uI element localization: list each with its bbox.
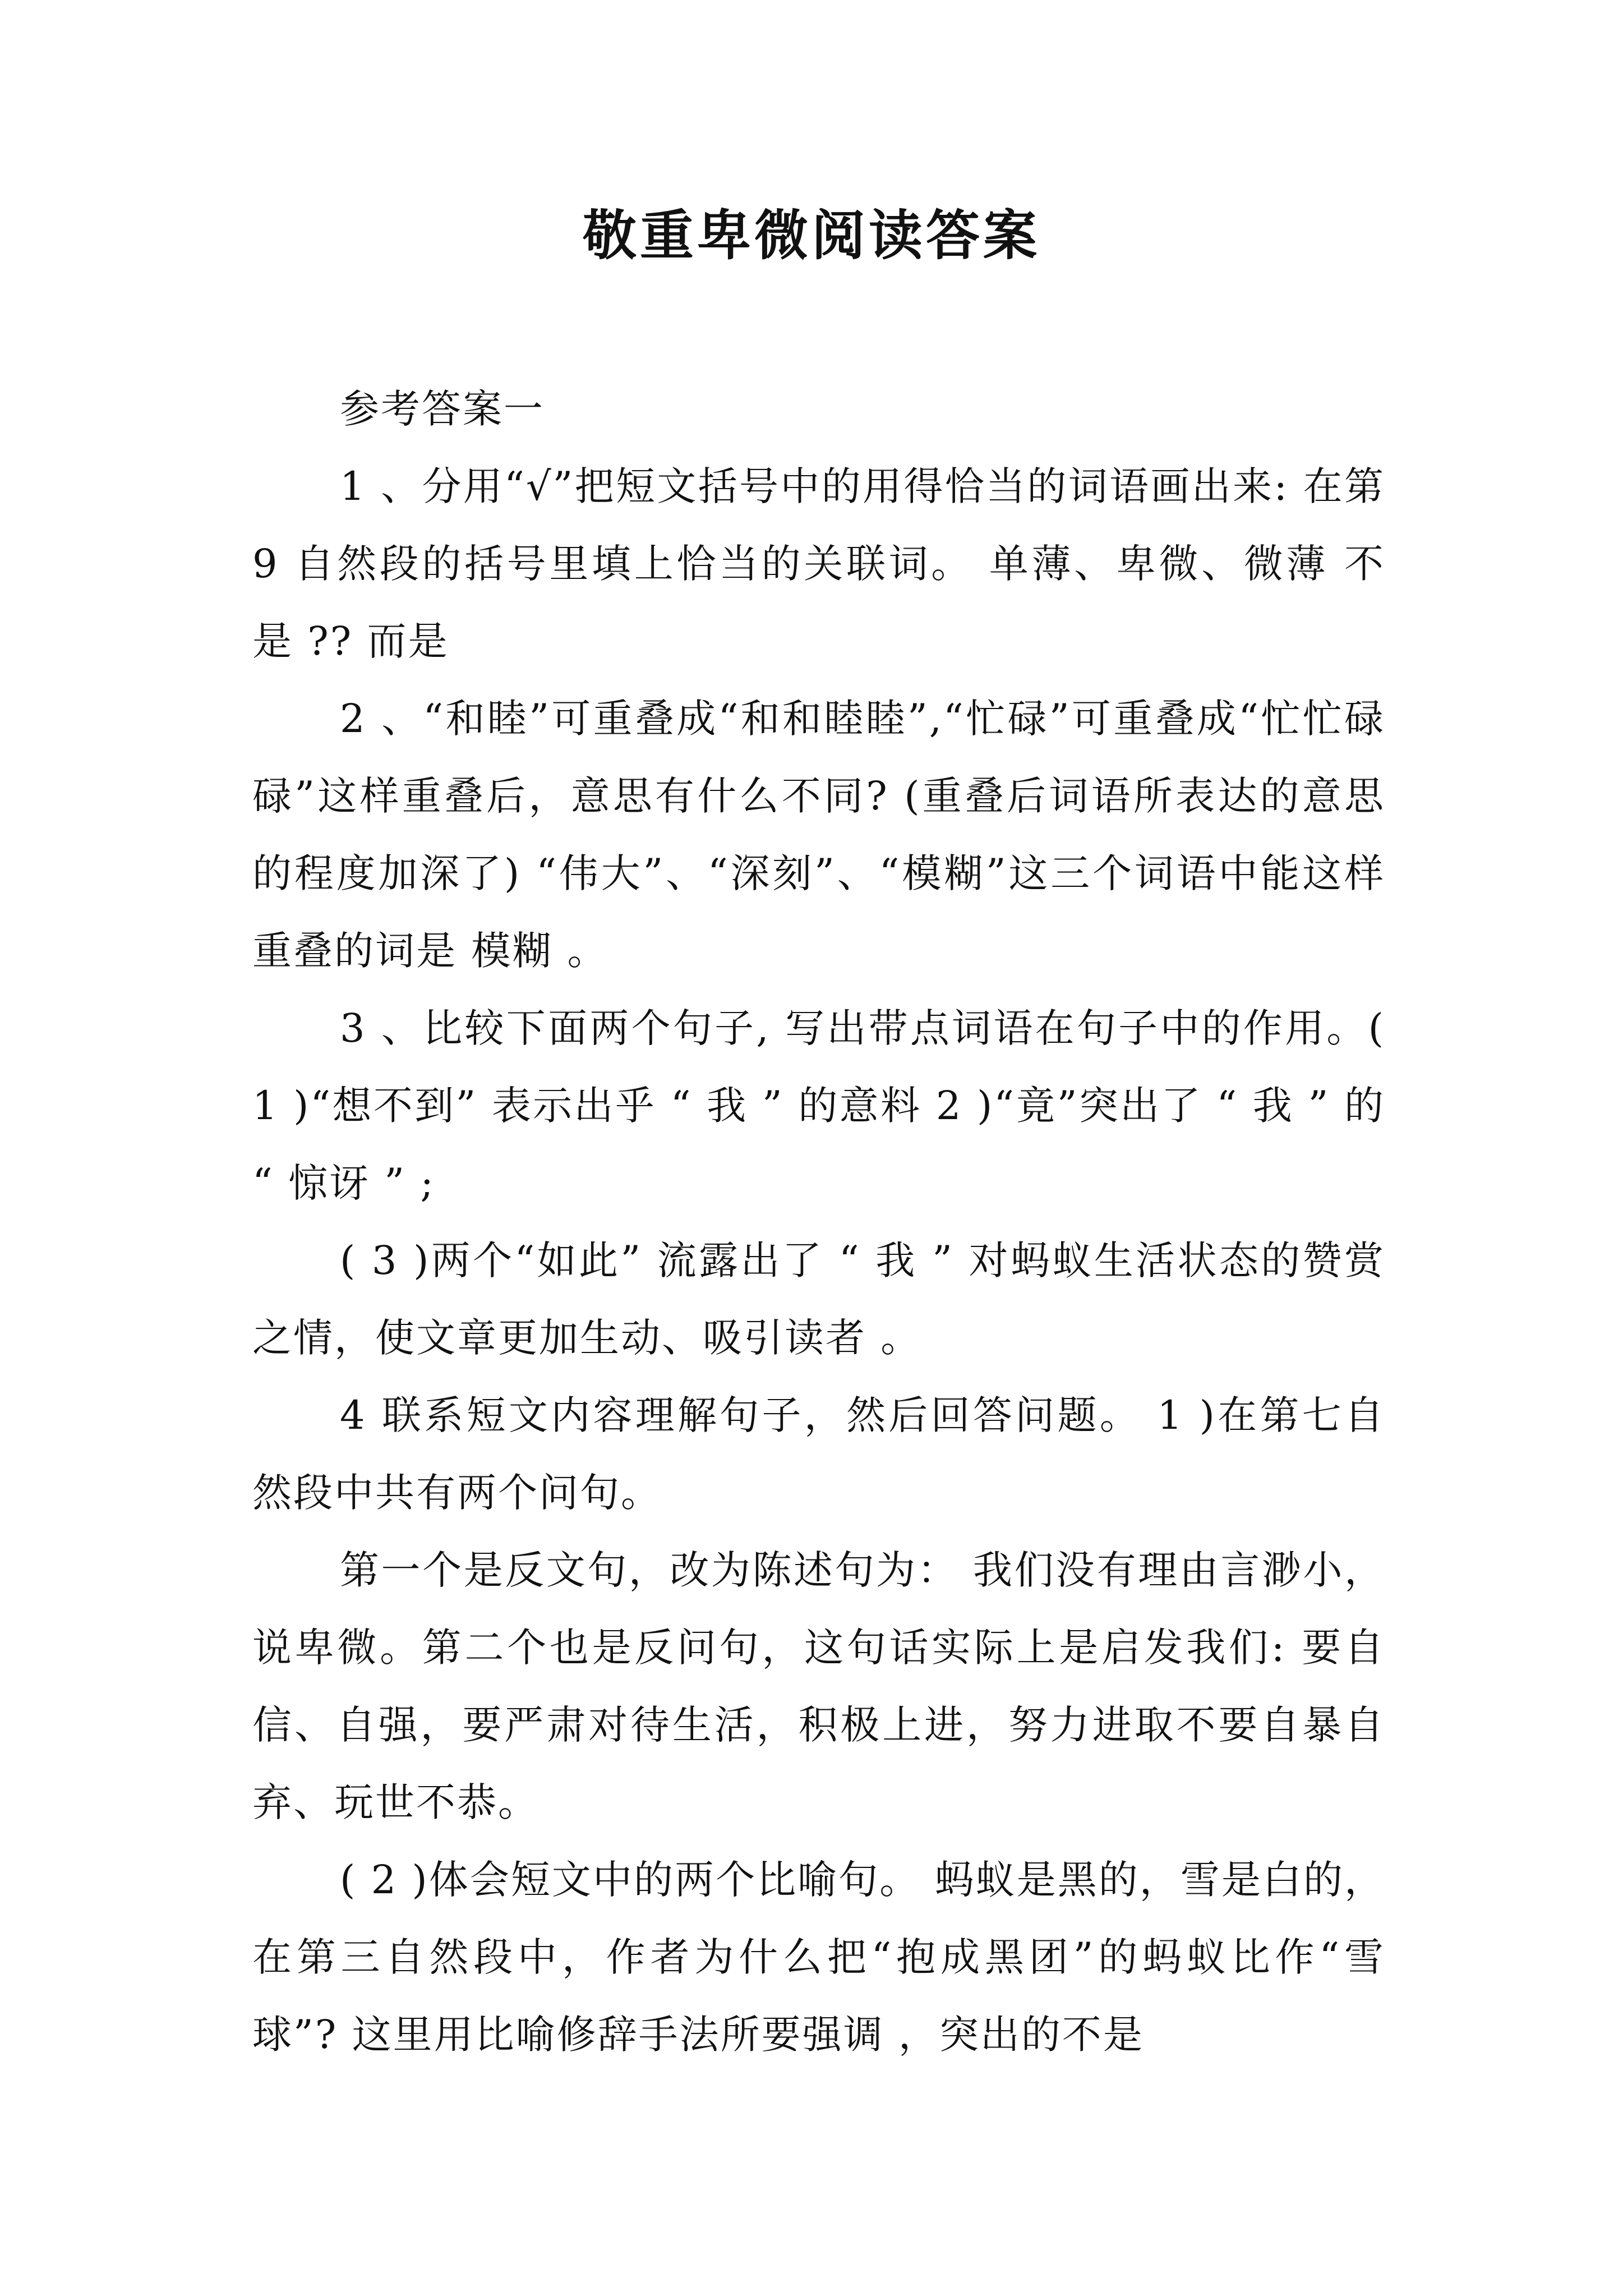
paragraph: ( 3 )两个“如此” 流露出了 “ 我 ” 对蚂蚁生活状态的赞赏之情，使文章更加生动、吸引读者 。 xyxy=(252,1237,1385,1361)
paragraph: 参考答案一 xyxy=(340,386,545,432)
paragraph: 4 联系短文内容理解句子，然后回答问题。 1 )在第七自然段中共有两个问句。 xyxy=(252,1392,1385,1516)
document-title: 敬重卑微阅读答案 xyxy=(583,204,1040,267)
paragraph: 第一个是反文句，改为陈述句为： 我们没有理由言渺小，说卑微。第二个也是反问句，这句话实际上是启发我们: 要自信、自强，要严肃对待生活，积极上进，努力进取不要自暴自弃、玩世不恭。 xyxy=(252,1547,1385,1825)
paragraph: 3 、比较下面两个句子, 写出带点词语在句子中的作用。( 1 )“想不到” 表示出乎 “ 我 ” 的意料 2 )“竟”突出了 “ 我 ” 的 “ 惊讶 ” ; xyxy=(252,1005,1385,1206)
paragraph: 1 、分用“√”把短文括号中的用得恰当的词语画出来: 在第 9 自然段的括号里填上恰当的关联词。 单薄、卑微、微薄 不是 ?? 而是 xyxy=(252,463,1385,664)
document-body xyxy=(252,370,1385,2073)
paragraph: 2 、“和睦”可重叠成“和和睦睦”,“忙碌”可重叠成“忙忙碌碌”这样重叠后，意思有什么不同? (重叠后词语所表达的意思的程度加深了) “伟大”、“深刻”、“模糊”这三个词语中能这样重叠的词是 模糊 。 xyxy=(252,696,1385,974)
paragraph: ( 2 )体会短文中的两个比喻句。 蚂蚁是黑的，雪是白的，在第三自然段中，作者为什么把“抱成黑团”的蚂蚁比作“雪球”? 这里用比喻修辞手法所要强调 ，突出的不是 xyxy=(252,1857,1385,2058)
